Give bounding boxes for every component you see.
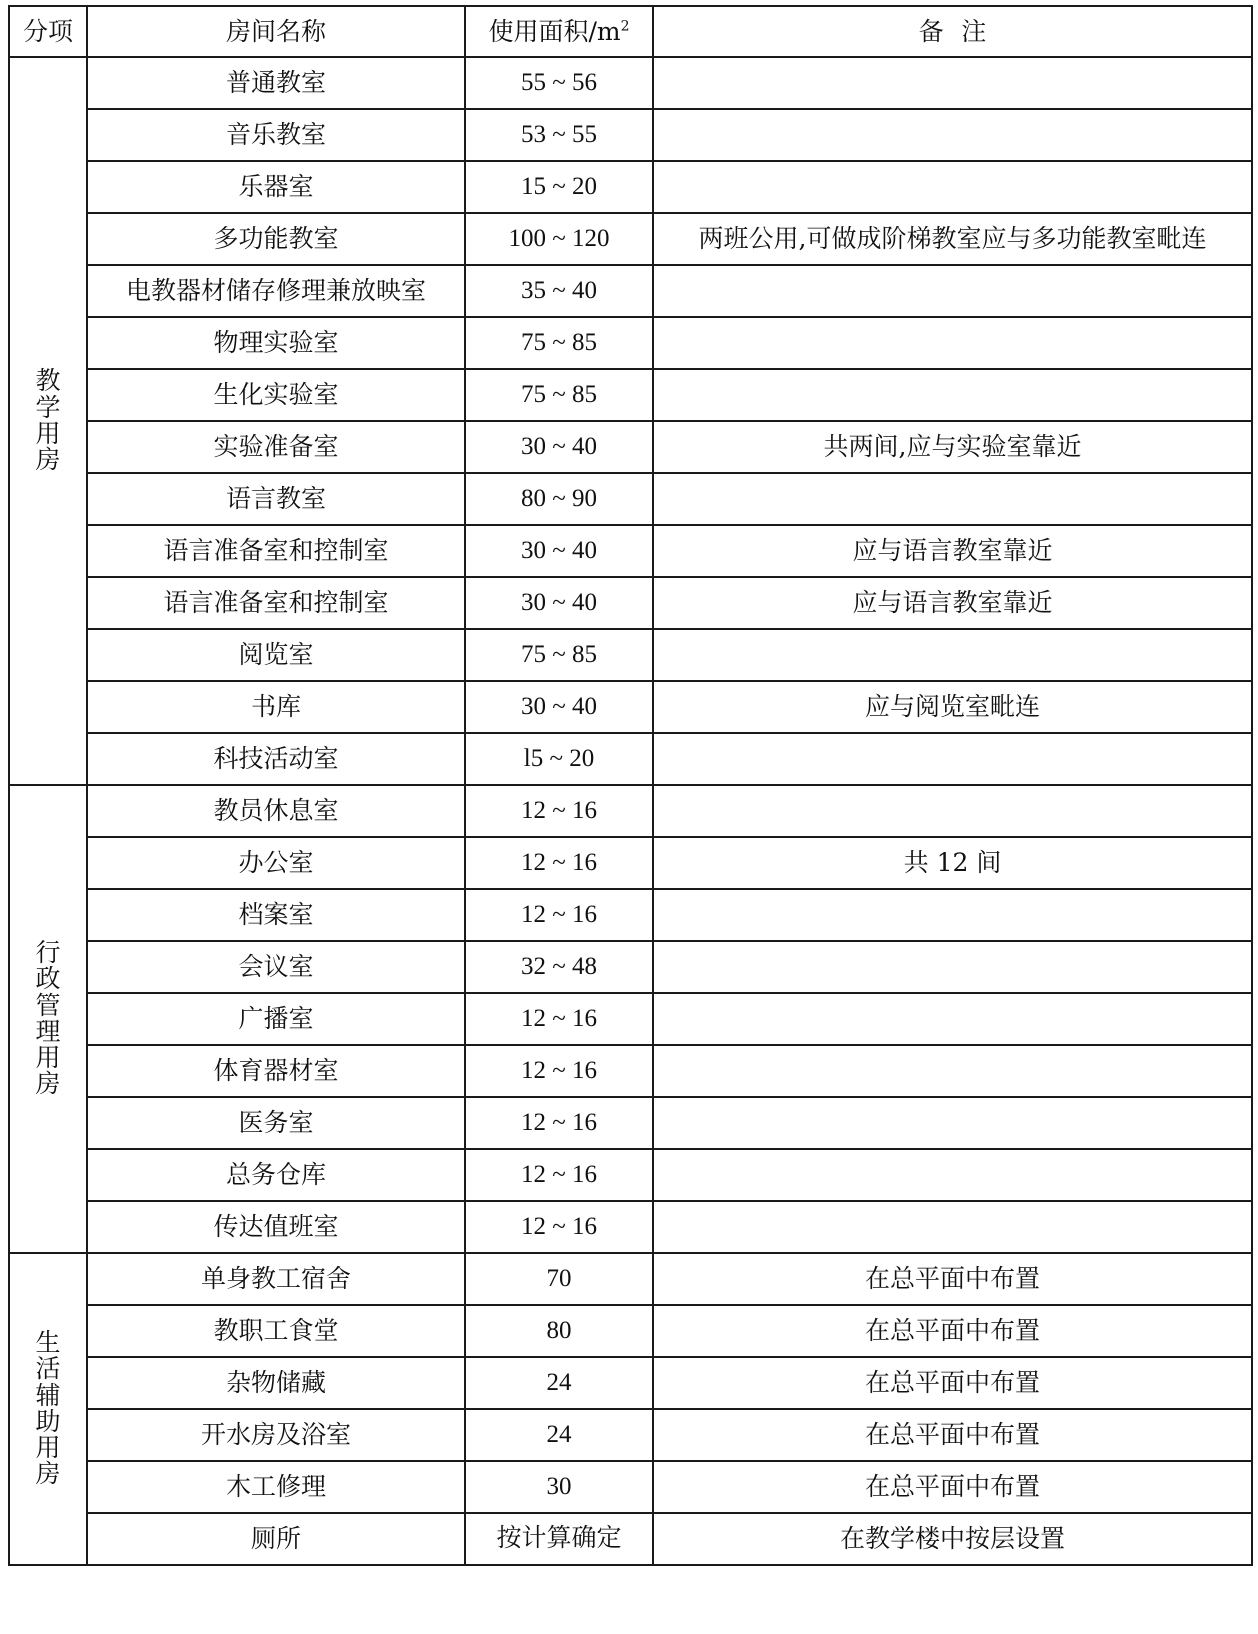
area-cell: 80 ~ 90 (465, 473, 653, 525)
table-row (9, 1305, 1252, 1357)
area-cell: 80 (465, 1305, 653, 1357)
note-cell (653, 1097, 1252, 1149)
area-cell: 15 ~ 20 (465, 161, 653, 213)
area-cell: 12 ~ 16 (465, 1201, 653, 1253)
note-cell: 在总平面中布置 (653, 1253, 1252, 1305)
table-row (9, 213, 1252, 265)
table-row (9, 733, 1252, 785)
note-cell (653, 993, 1252, 1045)
room-name-cell: 会议室 (87, 941, 465, 993)
table-row (9, 421, 1252, 473)
note-cell (653, 941, 1252, 993)
table-row (9, 109, 1252, 161)
room-name-cell: 物理实验室 (87, 317, 465, 369)
table-row (9, 1097, 1252, 1149)
area-cell: 100 ~ 120 (465, 213, 653, 265)
note-cell (653, 109, 1252, 161)
note-cell: 应与语言教室靠近 (653, 525, 1252, 577)
note-cell: 在总平面中布置 (653, 1409, 1252, 1461)
area-cell: 30 ~ 40 (465, 577, 653, 629)
note-cell (653, 473, 1252, 525)
area-cell: 30 (465, 1461, 653, 1513)
note-cell: 共 12 间 (653, 837, 1252, 889)
room-name-cell: 办公室 (87, 837, 465, 889)
table-row (9, 369, 1252, 421)
room-name-cell: 开水房及浴室 (87, 1409, 465, 1461)
table-row (9, 1149, 1252, 1201)
table-header-row (9, 6, 1252, 57)
header-room-name: 房间名称 (87, 6, 465, 57)
table-row (9, 889, 1252, 941)
note-cell (653, 1201, 1252, 1253)
room-name-cell: 档案室 (87, 889, 465, 941)
area-cell: 30 ~ 40 (465, 681, 653, 733)
area-cell: 75 ~ 85 (465, 317, 653, 369)
area-cell: 75 ~ 85 (465, 369, 653, 421)
table-row (9, 941, 1252, 993)
area-cell: 24 (465, 1357, 653, 1409)
area-cell: 30 ~ 40 (465, 525, 653, 577)
table-row (9, 525, 1252, 577)
table-row (9, 1409, 1252, 1461)
note-cell: 应与语言教室靠近 (653, 577, 1252, 629)
category-label: 生活辅助用房 (35, 1328, 61, 1489)
note-cell (653, 889, 1252, 941)
area-cell: 35 ~ 40 (465, 265, 653, 317)
table-body (9, 57, 1252, 1565)
table-row (9, 473, 1252, 525)
header-area (465, 6, 653, 57)
header-category: 分项 (9, 6, 87, 57)
room-name-cell: 电教器材储存修理兼放映室 (87, 265, 465, 317)
area-cell: 75 ~ 85 (465, 629, 653, 681)
room-name-cell: 实验准备室 (87, 421, 465, 473)
note-cell: 在总平面中布置 (653, 1357, 1252, 1409)
area-cell: 32 ~ 48 (465, 941, 653, 993)
table-row (9, 1045, 1252, 1097)
room-name-cell: 生化实验室 (87, 369, 465, 421)
area-cell: 12 ~ 16 (465, 1149, 653, 1201)
note-cell: 在总平面中布置 (653, 1305, 1252, 1357)
note-cell: 两班公用,可做成阶梯教室应与多功能教室毗连 (653, 213, 1252, 265)
area-cell: 12 ~ 16 (465, 1045, 653, 1097)
category-cell (9, 57, 87, 785)
area-cell: 12 ~ 16 (465, 837, 653, 889)
area-cell: 12 ~ 16 (465, 785, 653, 837)
note-cell (653, 1149, 1252, 1201)
area-cell: 12 ~ 16 (465, 993, 653, 1045)
area-cell: 12 ~ 16 (465, 1097, 653, 1149)
room-name-cell: 科技活动室 (87, 733, 465, 785)
room-name-cell: 阅览室 (87, 629, 465, 681)
room-name-cell: 医务室 (87, 1097, 465, 1149)
room-name-cell: 教员休息室 (87, 785, 465, 837)
room-name-cell: 传达值班室 (87, 1201, 465, 1253)
category-cell (9, 785, 87, 1253)
note-cell (653, 57, 1252, 109)
header-area-superscript: 2 (620, 18, 630, 35)
area-cell: 53 ~ 55 (465, 109, 653, 161)
note-cell: 共两间,应与实验室靠近 (653, 421, 1252, 473)
room-name-cell: 音乐教室 (87, 109, 465, 161)
note-cell (653, 785, 1252, 837)
table-row (9, 161, 1252, 213)
area-cell: l5 ~ 20 (465, 733, 653, 785)
table-row (9, 993, 1252, 1045)
header-area-label: 使用面积/m (488, 16, 621, 46)
table-row (9, 1513, 1252, 1565)
note-cell (653, 369, 1252, 421)
room-name-cell: 乐器室 (87, 161, 465, 213)
area-cell: 70 (465, 1253, 653, 1305)
table-row (9, 785, 1252, 837)
note-cell: 应与阅览室毗连 (653, 681, 1252, 733)
room-area-table (8, 5, 1253, 1566)
note-cell (653, 265, 1252, 317)
room-name-cell: 书库 (87, 681, 465, 733)
room-name-cell: 多功能教室 (87, 213, 465, 265)
room-name-cell: 普通教室 (87, 57, 465, 109)
room-name-cell: 广播室 (87, 993, 465, 1045)
note-cell (653, 1045, 1252, 1097)
area-cell: 24 (465, 1409, 653, 1461)
note-cell (653, 629, 1252, 681)
room-name-cell: 语言准备室和控制室 (87, 525, 465, 577)
category-label: 行政管理用房 (35, 938, 61, 1099)
header-note-label: 备注 (918, 16, 1004, 46)
room-name-cell: 木工修理 (87, 1461, 465, 1513)
table-row (9, 1461, 1252, 1513)
table-row (9, 1357, 1252, 1409)
room-name-cell: 语言准备室和控制室 (87, 577, 465, 629)
area-cell: 按计算确定 (465, 1513, 653, 1565)
category-label: 教学用房 (35, 366, 61, 475)
table-row (9, 577, 1252, 629)
header-note (653, 6, 1252, 57)
room-name-cell: 厕所 (87, 1513, 465, 1565)
room-name-cell: 教职工食堂 (87, 1305, 465, 1357)
table-row (9, 1201, 1252, 1253)
table-row (9, 837, 1252, 889)
table-row (9, 681, 1252, 733)
category-cell (9, 1253, 87, 1565)
note-cell: 在总平面中布置 (653, 1461, 1252, 1513)
room-name-cell: 体育器材室 (87, 1045, 465, 1097)
area-cell: 55 ~ 56 (465, 57, 653, 109)
table-row (9, 265, 1252, 317)
table-row (9, 317, 1252, 369)
area-cell: 30 ~ 40 (465, 421, 653, 473)
table-row (9, 57, 1252, 109)
room-name-cell: 总务仓库 (87, 1149, 465, 1201)
note-cell (653, 161, 1252, 213)
area-cell: 12 ~ 16 (465, 889, 653, 941)
room-name-cell: 语言教室 (87, 473, 465, 525)
note-cell: 在教学楼中按层设置 (653, 1513, 1252, 1565)
room-name-cell: 单身教工宿舍 (87, 1253, 465, 1305)
note-cell (653, 317, 1252, 369)
table-row (9, 1253, 1252, 1305)
room-name-cell: 杂物储藏 (87, 1357, 465, 1409)
note-cell (653, 733, 1252, 785)
table-row (9, 629, 1252, 681)
